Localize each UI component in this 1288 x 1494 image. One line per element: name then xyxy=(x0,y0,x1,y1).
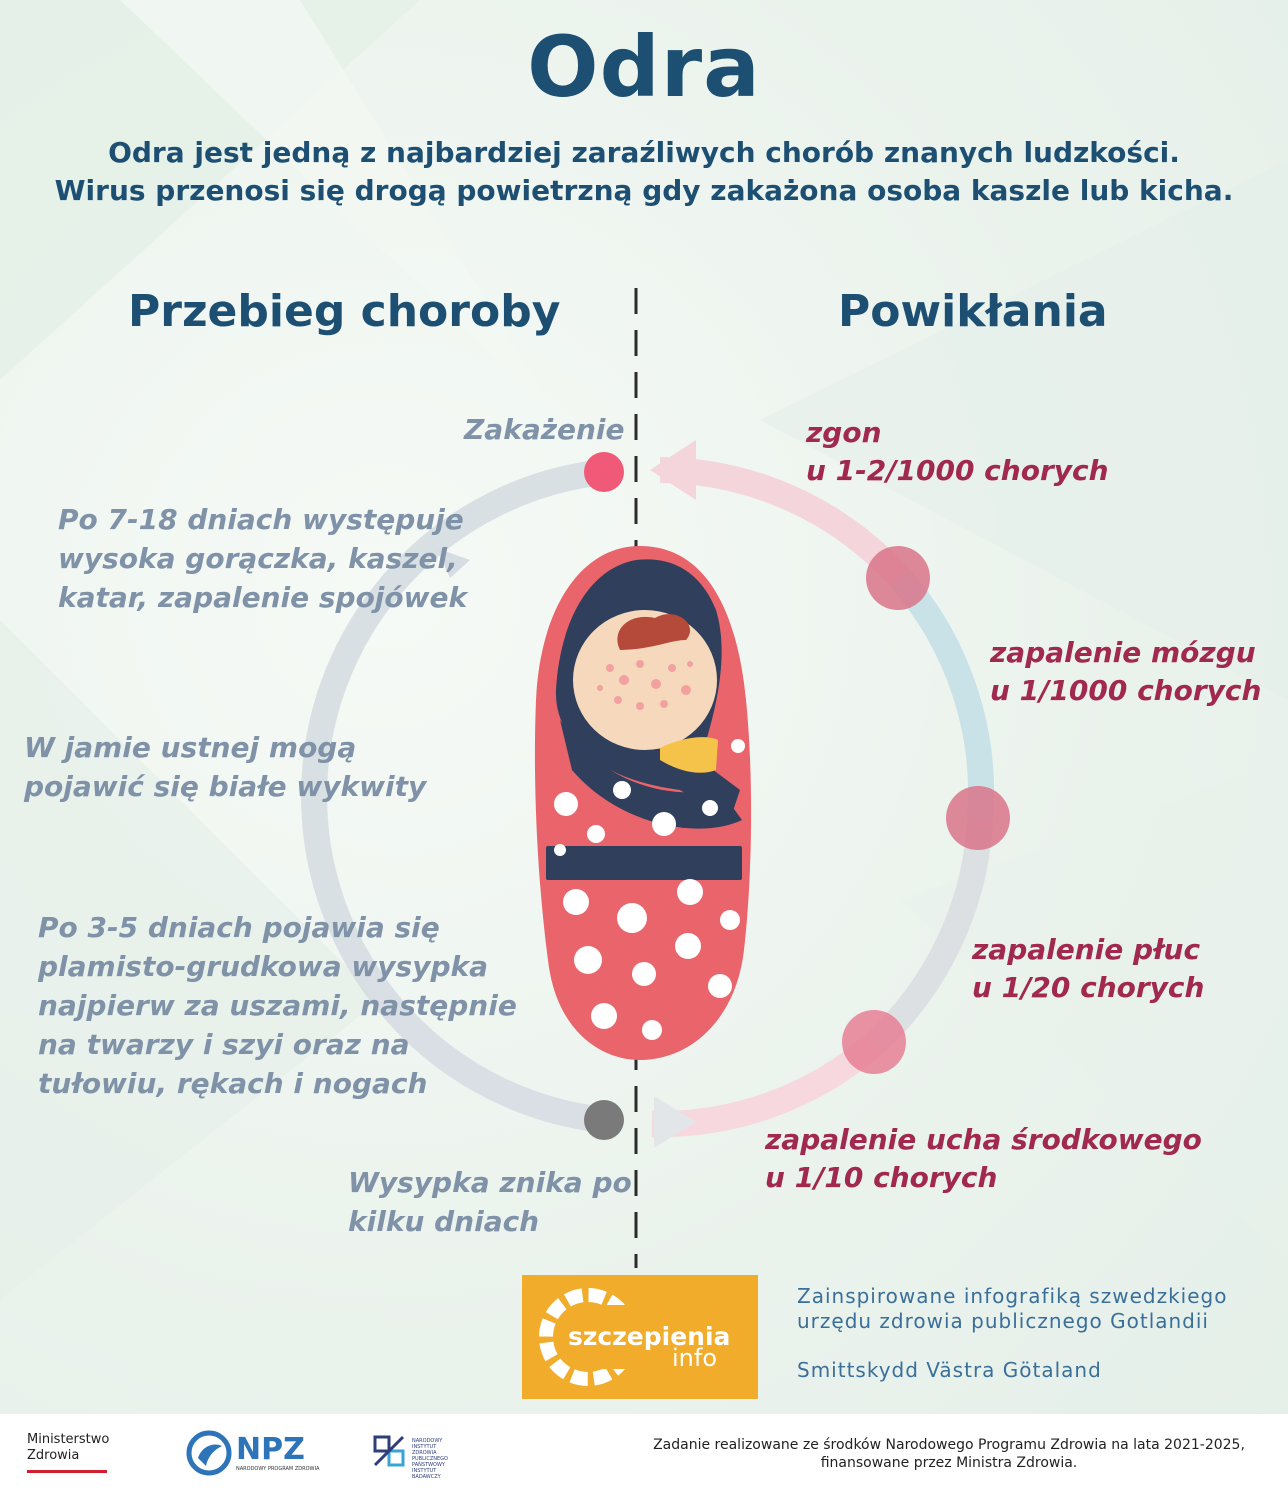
ministry-logo xyxy=(27,1432,109,1464)
complication-4 xyxy=(765,1121,1202,1197)
complication-2-name: zapalenie mózgu xyxy=(990,636,1256,669)
rash-end-marker xyxy=(584,1100,624,1140)
credit-line-2: urzędu zdrowia publicznego Gotlandii xyxy=(797,1309,1209,1333)
step-1-line-2: wysoka gorączka, kaszel, xyxy=(58,542,458,575)
npz-logo-subtitle: NARODOWY PROGRAM ZDROWIA xyxy=(236,1466,320,1472)
complication-3-rate: u 1/20 chorych xyxy=(972,971,1205,1004)
step-3-text xyxy=(38,908,517,1103)
credit-line-3: Smittskydd Västra Götaland xyxy=(797,1358,1102,1382)
funding-note xyxy=(639,1436,1259,1472)
complication-marker-1 xyxy=(866,546,930,610)
logo-word-szczepienia: szczepienia xyxy=(568,1322,731,1351)
complication-4-name: zapalenie ucha środkowego xyxy=(765,1123,1202,1156)
right-column-heading: Powikłania xyxy=(838,286,1108,337)
page-title: Odra xyxy=(527,18,761,116)
step-3-line-5: tułowiu, rękach i nogach xyxy=(38,1067,428,1100)
step-4-line-1: Wysypka znika po xyxy=(348,1166,632,1199)
complication-1-name: zgon xyxy=(806,416,882,449)
complication-2 xyxy=(990,634,1261,710)
complication-1 xyxy=(806,414,1109,490)
step-1-line-1: Po 7-18 dniach występuje xyxy=(58,503,464,536)
ministry-line-1: Ministerstwo xyxy=(27,1432,110,1447)
funding-line-1: Zadanie realizowane ze środków Narodowego Programu Zdrowia na lata 2021-2025, xyxy=(653,1437,1245,1453)
step-2-line-2: pojawić się białe wykwity xyxy=(24,770,427,803)
ministry-underline xyxy=(27,1470,107,1473)
ministry-line-2: Zdrowia xyxy=(27,1448,80,1463)
step-3-line-3: najpierw za uszami, następnie xyxy=(38,989,517,1022)
step-2-line-1: W jamie ustnej mogą xyxy=(24,731,357,764)
step-3-line-1: Po 3-5 dniach pojawia się xyxy=(38,911,440,944)
arrow-head-bottom xyxy=(654,1096,696,1148)
complication-1-rate: u 1-2/1000 chorych xyxy=(806,454,1109,487)
arrow-head-top xyxy=(650,440,696,500)
niz-logo-text: NARODOWY INSTYTUT ZDROWIA PUBLICZNEGO PAŃSTWOWY INSTYTUT BADAWCZY xyxy=(412,1438,448,1480)
left-column-heading: Przebieg choroby xyxy=(128,286,561,337)
credit-line-1: Zainspirowane infografiką szwedzkiego xyxy=(797,1284,1228,1308)
funding-line-2: finansowane przez Ministra Zdrowia. xyxy=(820,1455,1078,1471)
infection-label: Zakażenie xyxy=(464,413,625,446)
complication-3-name: zapalenie płuc xyxy=(972,933,1201,966)
step-4-line-2: kilku dniach xyxy=(348,1205,540,1238)
right-arc-lower xyxy=(874,820,980,1044)
step-4-text xyxy=(348,1163,632,1241)
step-3-line-2: plamisto-grudkowa wysypka xyxy=(38,950,489,983)
infection-marker xyxy=(584,452,624,492)
step-1-text xyxy=(58,500,467,617)
step-2-text xyxy=(24,728,426,806)
logo-word-info: info xyxy=(672,1344,718,1372)
complication-3 xyxy=(972,931,1204,1007)
step-1-line-3: katar, zapalenie spojówek xyxy=(58,581,468,614)
intro-line-2: Wirus przenosi się drogą powietrzną gdy zakażona osoba kaszle lub kicha. xyxy=(54,174,1234,207)
right-arc-bottom xyxy=(652,1044,874,1124)
complication-4-rate: u 1/10 chorych xyxy=(765,1161,998,1194)
intro-line-1: Odra jest jedną z najbardziej zaraźliwych chorób znanych ludzkości. xyxy=(108,136,1180,169)
complication-marker-3 xyxy=(842,1010,906,1074)
niz-logo-icon xyxy=(372,1434,408,1470)
complication-2-rate: u 1/1000 chorych xyxy=(990,674,1262,707)
baby-illustration xyxy=(535,546,751,1060)
npz-logo-text: NPZ xyxy=(236,1432,305,1467)
npz-logo-icon xyxy=(186,1430,232,1476)
complication-marker-2 xyxy=(946,786,1010,850)
step-3-line-4: na twarzy i szyi oraz na xyxy=(38,1028,410,1061)
right-arc-middle xyxy=(900,578,981,820)
